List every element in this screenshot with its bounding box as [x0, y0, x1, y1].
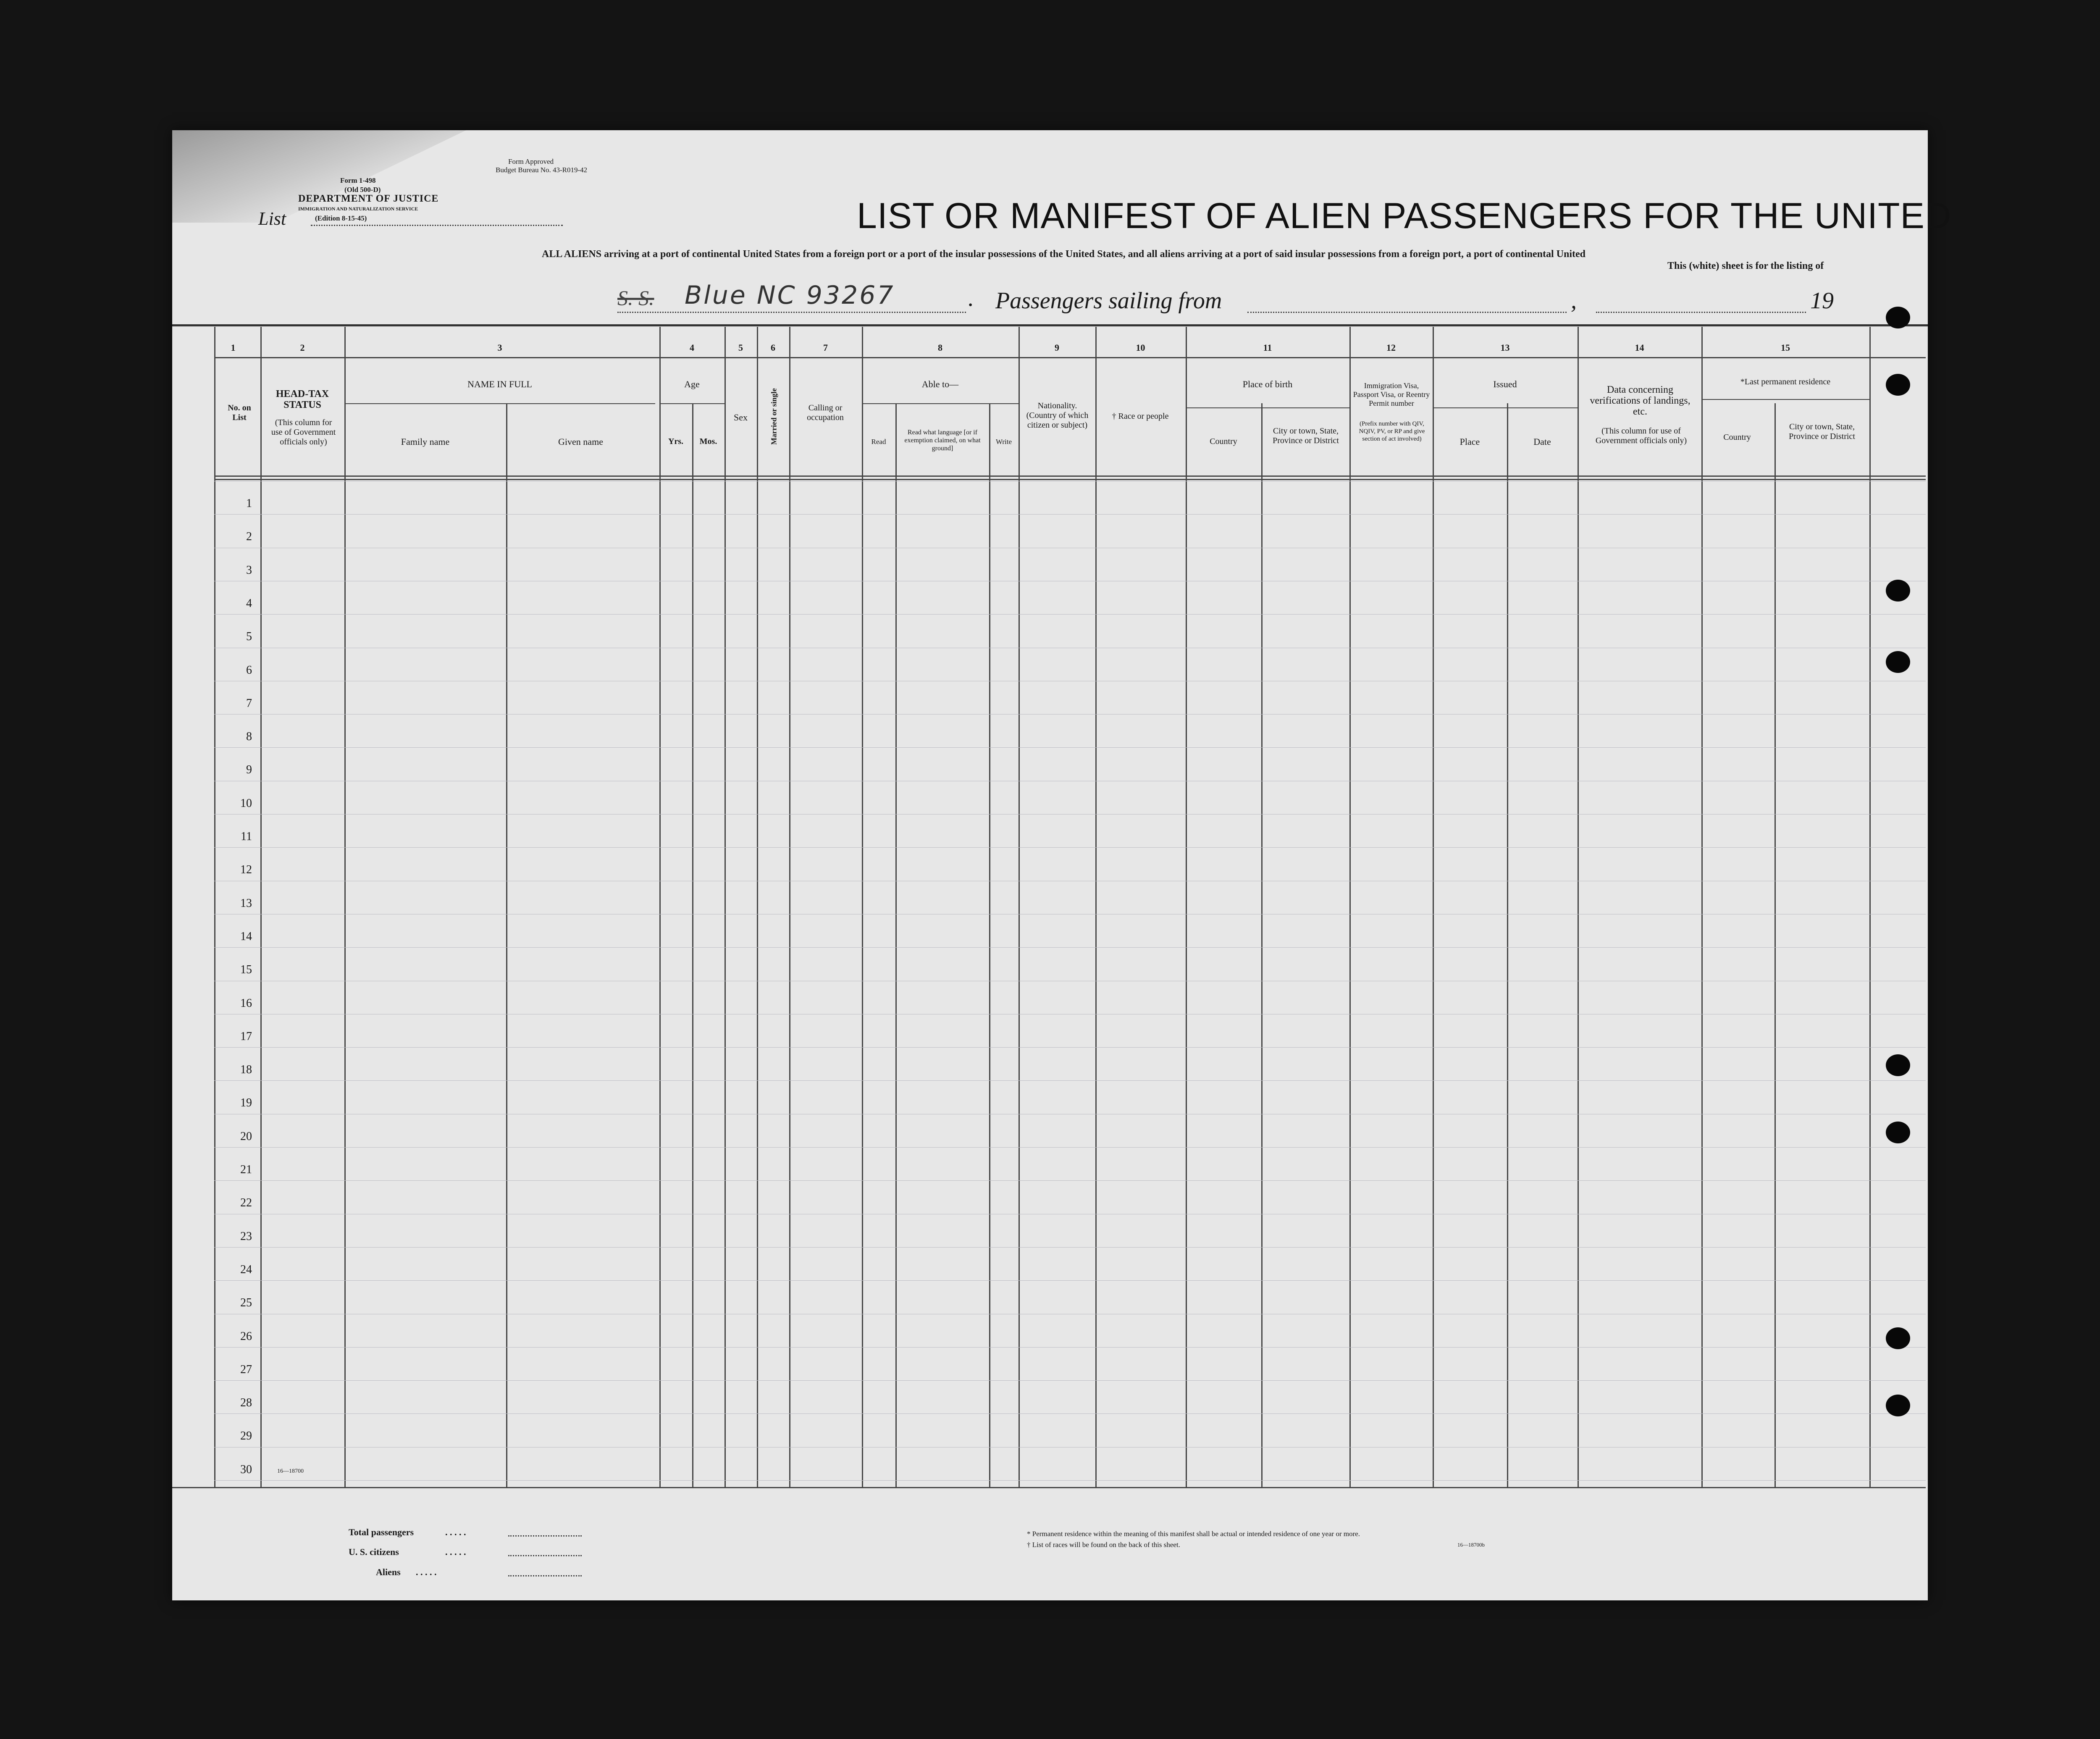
- row-number: 12: [240, 863, 252, 876]
- list-line: [311, 225, 563, 226]
- row-rule: [214, 1080, 1926, 1081]
- hdr-issued: Issued: [1493, 379, 1517, 389]
- row-rule: [214, 1180, 1926, 1181]
- hdr-no-on-list: No. on List: [228, 403, 251, 422]
- hdr-birth-country: Country: [1210, 437, 1237, 446]
- column-rule: [260, 327, 262, 1487]
- column-rule: [659, 327, 661, 1487]
- colnum-6: 6: [771, 342, 775, 353]
- hdr-mos: Mos.: [699, 437, 717, 446]
- old-form: (Old 500-D): [344, 186, 381, 194]
- column-rule: [789, 327, 790, 1487]
- row-number: 13: [240, 897, 252, 910]
- row-number: 27: [240, 1363, 252, 1376]
- year-prefix: 19: [1810, 288, 1834, 314]
- hdr-write: Write: [995, 438, 1012, 446]
- colnum-10: 10: [1136, 342, 1145, 353]
- ss-prefix: S. S.: [617, 286, 654, 310]
- row-rule: [214, 1147, 1926, 1148]
- hdr-married: Married or single: [769, 388, 778, 445]
- row-number: 21: [240, 1163, 252, 1176]
- hdr-able-to: Able to—: [921, 379, 959, 389]
- binder-hole: [1886, 1395, 1910, 1416]
- hdr-data-concerning: Data concerning verifications of landings, etc.: [1590, 384, 1690, 417]
- total-passengers-line: [508, 1535, 582, 1537]
- column-rule: [757, 327, 758, 1487]
- row-number: 8: [246, 730, 252, 743]
- row-number: 15: [240, 963, 252, 976]
- row-rule: [214, 947, 1926, 948]
- column-rule: [506, 403, 507, 1487]
- budget-bureau: Budget Bureau No. 43-R019-42: [496, 166, 588, 174]
- row-number: 16: [240, 997, 252, 1010]
- hdr-data-note: (This column for use of Government officials only): [1595, 426, 1687, 445]
- hdr-sex: Sex: [734, 412, 748, 423]
- row-number: 30: [240, 1463, 252, 1476]
- hdr-age: Age: [684, 379, 700, 389]
- hdr-visa-note: (Prefix number with QIV, NQIV, PV, or RP and give section of act involved): [1359, 420, 1425, 442]
- binder-hole: [1886, 1054, 1910, 1076]
- department: DEPARTMENT OF JUSTICE: [298, 193, 439, 204]
- intro-line-1: ALL ALIENS arriving at a port of continental United States from a foreign port or a port of the insular possessions of the United States, and all aliens arriving at a port of said insular possessions from a foreign port, a port of continental United: [542, 249, 1586, 260]
- row-rule: [214, 1247, 1926, 1248]
- column-rule: [1095, 327, 1097, 1487]
- row-rule: [214, 1280, 1926, 1281]
- table-bottom-rule: [172, 1487, 1926, 1488]
- hdr-birth-city: City or town, State, Province or District: [1273, 426, 1339, 445]
- colnum-12: 12: [1386, 342, 1396, 353]
- row-rule: [214, 847, 1926, 848]
- binder-hole: [1886, 1122, 1910, 1143]
- subheader-rule: [1186, 407, 1349, 408]
- row-rule: [214, 714, 1926, 715]
- colnum-4: 4: [690, 342, 694, 353]
- binder-hole: [1886, 307, 1910, 328]
- row-number: 23: [240, 1230, 252, 1243]
- us-citizens-label: U. S. citizens: [349, 1547, 399, 1557]
- column-rule: [1261, 403, 1263, 1487]
- manifest-sheet: [172, 130, 1952, 1600]
- colnum-7: 7: [823, 342, 828, 353]
- header-bottom-rule-2: [214, 479, 1926, 480]
- binder-hole: [1886, 1327, 1910, 1349]
- colnum-5: 5: [738, 342, 743, 353]
- footnote-residence: * Permanent residence within the meaning of this manifest shall be actual or intended residence of one year or more.: [1027, 1530, 1360, 1538]
- hdr-name-in-full: NAME IN FULL: [467, 379, 532, 389]
- hdr-race: † Race or people: [1112, 412, 1169, 421]
- column-rule: [1349, 327, 1351, 1487]
- column-rule: [1578, 327, 1579, 1487]
- hdr-res-city: City or town, State, Province or District: [1789, 422, 1855, 441]
- vessel-name-handwritten: Blue NC 93267: [685, 281, 895, 310]
- column-rule: [724, 327, 726, 1487]
- row-number: 9: [246, 763, 252, 776]
- port-line: [1247, 312, 1567, 313]
- row-number: 3: [246, 564, 252, 577]
- binder-hole: [1886, 651, 1910, 673]
- intro-line-2: This (white) sheet is for the listing of: [1667, 260, 1824, 271]
- row-rule: [214, 1047, 1926, 1048]
- sailing-from-label: Passengers sailing from: [995, 288, 1222, 314]
- print-code: 16—18700: [277, 1468, 304, 1474]
- row-number: 24: [240, 1263, 252, 1276]
- row-rule: [214, 514, 1926, 515]
- hdr-visa: Immigration Visa, Passport Visa, or Reentry Permit number: [1353, 381, 1430, 407]
- binder-hole: [1886, 580, 1910, 602]
- table-top-rule: [172, 324, 1928, 326]
- aliens-dots: . . . . .: [416, 1567, 437, 1577]
- column-rule: [1186, 327, 1187, 1487]
- form-number: Form 1-498: [340, 176, 376, 184]
- row-number: 2: [246, 530, 252, 543]
- row-number: 28: [240, 1396, 252, 1409]
- hdr-issued-place: Place: [1460, 436, 1480, 447]
- row-number: 10: [240, 797, 252, 810]
- colnum-14: 14: [1635, 342, 1644, 353]
- column-rule: [862, 327, 863, 1487]
- row-number: 11: [241, 830, 252, 843]
- hdr-family-name: Family name: [401, 436, 450, 447]
- row-rule: [214, 747, 1926, 748]
- hdr-read-language: Read what language [or if exemption claimed, on what ground]: [904, 429, 981, 452]
- row-number: 14: [240, 930, 252, 943]
- row-number: 25: [240, 1296, 252, 1309]
- aliens-label: Aliens: [376, 1567, 401, 1577]
- column-rule: [344, 327, 346, 1487]
- vessel-line: [617, 312, 966, 313]
- hdr-nationality: Nationality. (Country of which citizen or subject): [1026, 401, 1089, 430]
- us-citizens-line: [508, 1555, 582, 1556]
- service: IMMIGRATION AND NATURALIZATION SERVICE: [298, 206, 418, 212]
- column-rule: [214, 327, 215, 1487]
- row-number: 1: [246, 497, 252, 510]
- row-number: 20: [240, 1130, 252, 1143]
- hdr-issued-date: Date: [1533, 436, 1551, 447]
- hdr-place-of-birth: Place of birth: [1242, 379, 1293, 389]
- colnum-11: 11: [1263, 342, 1272, 353]
- vessel-period: .: [968, 285, 974, 311]
- row-rule: [214, 614, 1926, 615]
- subheader-rule: [862, 403, 1018, 404]
- hdr-read: Read: [871, 438, 886, 446]
- column-rule: [1701, 327, 1703, 1487]
- colnum-2: 2: [300, 342, 305, 353]
- column-rule: [989, 403, 990, 1487]
- colnum-3: 3: [497, 342, 502, 353]
- footnote-races: † List of races will be found on the back of this sheet.: [1027, 1541, 1180, 1549]
- aliens-line: [508, 1575, 582, 1576]
- column-rule: [895, 403, 897, 1487]
- comma: ,: [1571, 288, 1577, 314]
- row-number: 5: [246, 630, 252, 643]
- colnum-8: 8: [938, 342, 942, 353]
- hdr-yrs: Yrs.: [668, 437, 684, 446]
- column-rule: [1774, 403, 1776, 1487]
- form-approved: Form Approved: [508, 158, 554, 165]
- hdr-last-residence: *Last permanent residence: [1740, 377, 1831, 386]
- column-rule: [1869, 327, 1871, 1487]
- row-rule: [214, 1413, 1926, 1414]
- hdr-res-country: Country: [1723, 433, 1751, 442]
- column-rule: [1433, 327, 1434, 1487]
- column-rule: [692, 403, 693, 1487]
- row-number: 7: [246, 697, 252, 710]
- hdr-head-tax-note: (This column for use of Government officials only): [271, 418, 336, 447]
- page-title: LIST OR MANIFEST OF ALIEN PASSENGERS FOR THE UNITED: [857, 196, 1952, 236]
- colnum-9: 9: [1055, 342, 1059, 353]
- subheader-rule: [344, 403, 655, 404]
- row-number: 19: [240, 1096, 252, 1109]
- row-rule: [214, 1380, 1926, 1381]
- list-label: List: [258, 208, 286, 229]
- edition: (Edition 8-15-45): [315, 214, 367, 222]
- row-number: 22: [240, 1196, 252, 1209]
- column-rule: [1507, 403, 1508, 1487]
- colnum-1: 1: [231, 342, 236, 353]
- header-bottom-rule: [214, 475, 1926, 477]
- print-code-2: 16—18700b: [1457, 1542, 1485, 1548]
- row-number: 26: [240, 1330, 252, 1343]
- colnum-15: 15: [1781, 342, 1790, 353]
- total-passengers-label: Total passengers: [349, 1527, 414, 1537]
- row-number: 17: [240, 1030, 252, 1043]
- date-line: [1596, 312, 1806, 313]
- row-number: 29: [240, 1429, 252, 1442]
- hdr-head-tax: HEAD-TAX STATUS: [276, 389, 329, 410]
- column-rule: [1018, 327, 1020, 1487]
- total-passengers-dots: . . . . .: [445, 1527, 466, 1537]
- hdr-given-name: Given name: [558, 436, 603, 447]
- us-citizens-dots: . . . . .: [445, 1547, 466, 1557]
- header-row-rule: [214, 357, 1926, 358]
- row-number: 18: [240, 1063, 252, 1076]
- row-rule: [214, 1480, 1926, 1481]
- binder-hole: [1886, 374, 1910, 396]
- hdr-calling: Calling or occupation: [807, 403, 844, 422]
- subheader-rule: [1433, 407, 1578, 408]
- row-number: 6: [246, 664, 252, 677]
- row-number: 4: [246, 597, 252, 610]
- row-rule: [214, 1347, 1926, 1348]
- subheader-rule: [1701, 399, 1869, 400]
- colnum-13: 13: [1500, 342, 1510, 353]
